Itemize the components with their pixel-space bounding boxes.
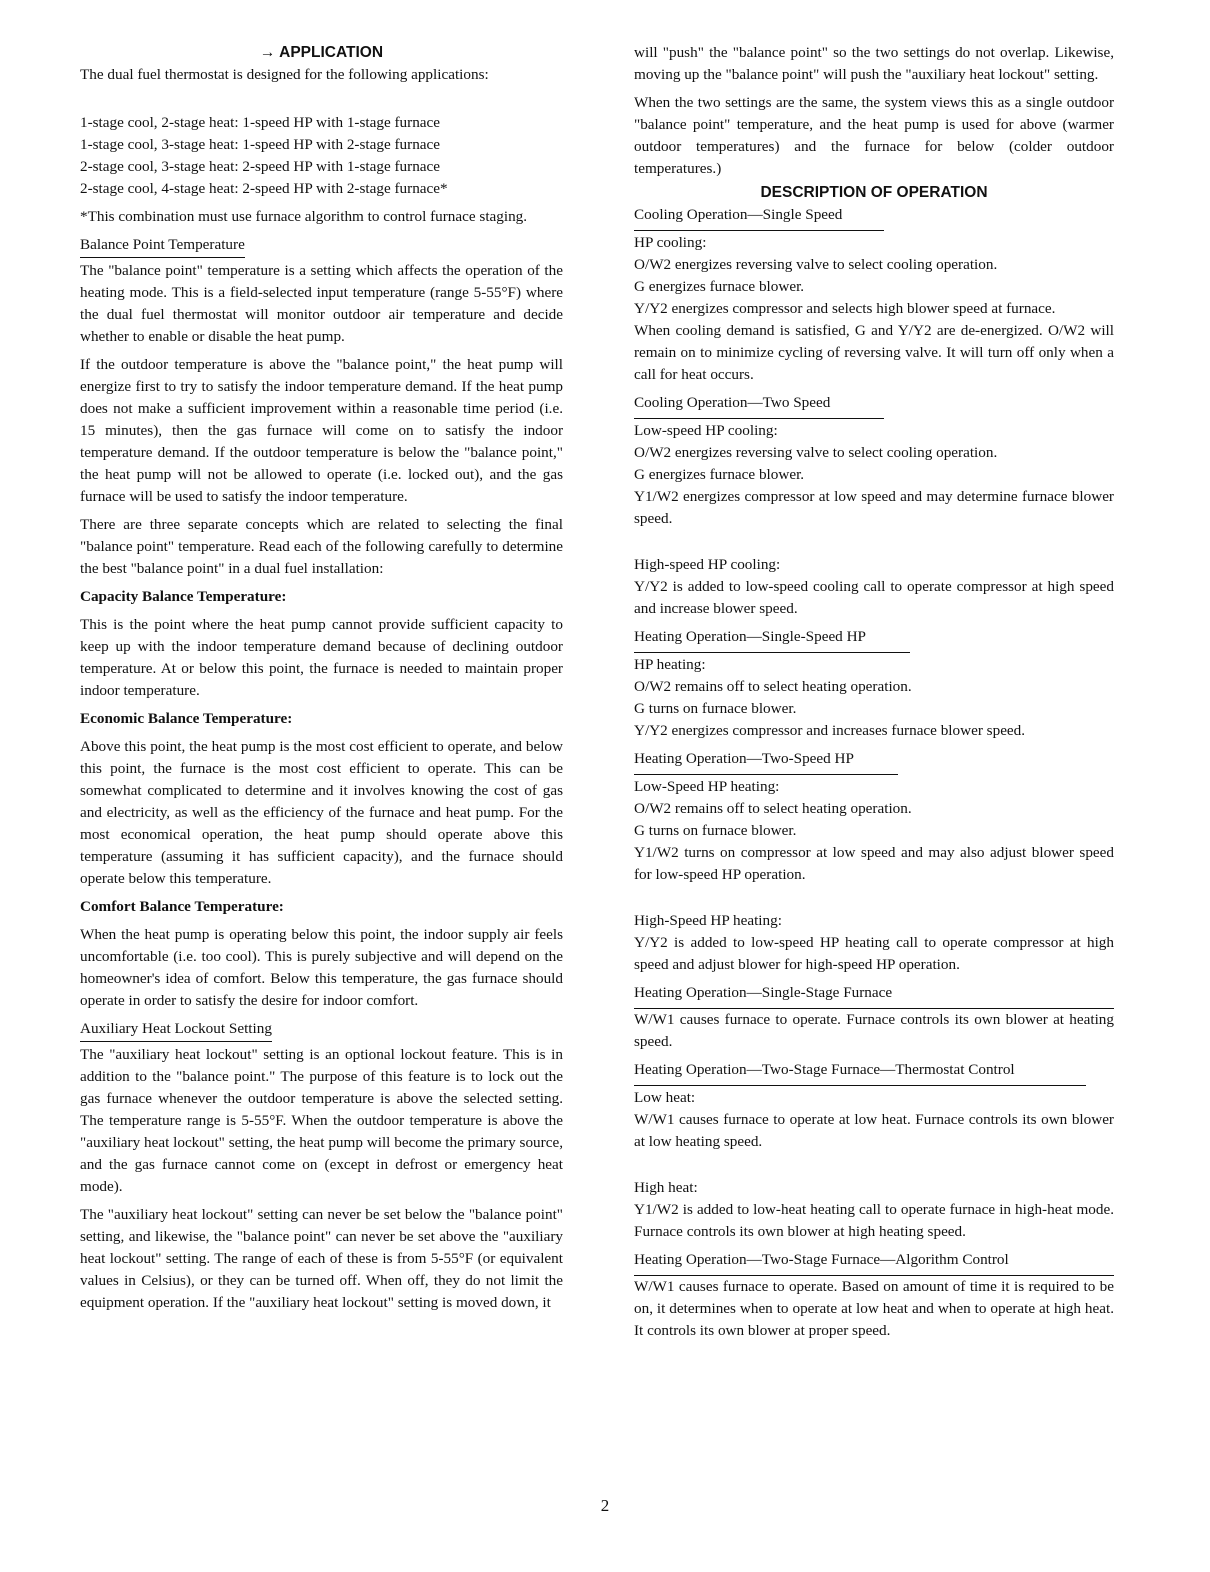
application-item: 1-stage cool, 3-stage heat: 1-speed HP with 2-stage furnace: [80, 136, 441, 153]
hp-cooling-line: O/W2 energizes reversing valve to select cooling operation.: [634, 256, 998, 273]
aux-paragraph-2: The "auxiliary heat lockout" setting can never be set below the "balance point" setting, and likewise, the "balance point" can never be set above the "auxiliary heat lockout" setting. The range of each of these is from 5-55°F (or equivalent values in Celsius), or they can be turned off. When off, they do not limit the equipment operation. If the "auxiliary heat lockout" setting is moved down, it: [80, 1206, 563, 1311]
high-speed-cooling-label: High-speed HP cooling:: [634, 556, 781, 573]
low-heat-text: W/W1 causes furnace to operate at low heat. Furnace controls its own blower at low heating speed.: [634, 1111, 1114, 1150]
application-item: 1-stage cool, 2-stage heat: 1-speed HP with 1-stage furnace: [80, 114, 441, 131]
balance-heading: Balance Point Temperature: [80, 234, 245, 258]
high-heating-text: Y/Y2 is added to low-speed HP heating call to operate compressor at high speed and adjust blower for high-speed HP operation.: [634, 934, 1114, 973]
page-number: 2: [600, 1496, 610, 1515]
right-column: [634, 42, 1114, 1348]
hp-heating-line: Y/Y2 energizes compressor and increases furnace blower speed.: [634, 722, 1026, 739]
application-intro: The dual fuel thermostat is designed for the following applications:: [80, 66, 489, 83]
hp-heating-line: O/W2 remains off to select heating operation.: [634, 678, 912, 695]
heating-single-heading: Heating Operation—Single-Speed HP: [634, 628, 866, 645]
low-speed-heating-label: Low-Speed HP heating:: [634, 774, 898, 798]
continued-paragraph-1: will "push" the "balance point" so the two settings do not overlap. Likewise, moving up the "balance point" will push the "auxiliary heat lockout" setting.: [634, 44, 1114, 83]
high-cooling-text: Y/Y2 is added to low-speed cooling call to operate compressor at high speed and increase blower speed.: [634, 578, 1114, 617]
cooling-single-heading: Cooling Operation—Single Speed: [634, 206, 843, 223]
low-cooling-line: G energizes furnace blower.: [634, 466, 805, 483]
hp-cooling-line: When cooling demand is satisfied, G and Y/Y2 are de-energized. O/W2 will remain on to minimize cycling of reversing valve. It will turn off only when a call for heat occurs.: [634, 322, 1114, 383]
capacity-paragraph: This is the point where the heat pump cannot provide sufficient capacity to keep up with the indoor temperature demand because of declining outdoor temperature. At or below this point, the furnace is needed to maintain proper indoor temperature.: [80, 616, 563, 699]
low-cooling-line: O/W2 energizes reversing valve to select cooling operation.: [634, 444, 998, 461]
comfort-heading: Comfort Balance Temperature:: [80, 898, 284, 915]
low-cooling-line: Y1/W2 energizes compressor at low speed and may determine furnace blower speed.: [634, 488, 1114, 527]
furnace-single-heading: Heating Operation—Single-Stage Furnace: [634, 984, 893, 1001]
aux-paragraph-1: The "auxiliary heat lockout" setting is an optional lockout feature. This is in addition to the "balance point." The purpose of this feature is to lock out the gas furnace whenever the outdoor temperature is above the selected setting. The temperature range is 5-55°F. When the outdoor temperature is above the "auxiliary heat lockout" setting, the heat pump will become the primary source, and the gas furnace cannot come on (except in defrost or emergency heat mode).: [80, 1046, 563, 1195]
balance-paragraph-2: If the outdoor temperature is above the "balance point," the heat pump will energize first to try to satisfy the indoor temperature demand. If the heat pump does not make a sufficient improvement within a reasonable time period (i.e. 15 minutes), then the gas furnace will come on to satisfy the indoor temperature demand. If the outdoor temperature is below the "balance point," the heat pump will not be allowed to operate (i.e. locked out), and the gas furnace will be used to satisfy the indoor temperature.: [80, 356, 563, 505]
furnace-single-text: W/W1 causes furnace to operate. Furnace controls its own blower at heating speed.: [634, 1008, 1114, 1053]
capacity-heading: Capacity Balance Temperature:: [80, 588, 287, 605]
high-heat-label: High heat:: [634, 1179, 698, 1196]
application-item: 2-stage cool, 4-stage heat: 2-speed HP with 2-stage furnace*: [80, 180, 448, 197]
application-title: → APPLICATION: [259, 44, 384, 61]
hp-cooling-line: G energizes furnace blower.: [634, 278, 805, 295]
footnote: *This combination must use furnace algorithm to control furnace staging.: [80, 208, 528, 225]
hp-heating-line: G turns on furnace blower.: [634, 700, 797, 717]
left-column: [80, 42, 563, 1320]
furnace-algorithm-heading: Heating Operation—Two-Stage Furnace—Algorithm Control: [634, 1251, 1009, 1268]
low-heating-line: G turns on furnace blower.: [634, 822, 797, 839]
balance-paragraph-3: There are three separate concepts which are related to selecting the final "balance point" temperature. Read each of the following carefully to determine the best "balance point" in a dual fuel installation:: [80, 516, 563, 577]
economic-paragraph: Above this point, the heat pump is the most cost efficient to operate, and below this point, the furnace is the most cost efficient to operate. This can be somewhat complicated to determine and it involves knowing the cost of gas and electricity, as well as the efficiency of the furnace and heat pump. For the most economical operation, the heat pump should operate above this temperature (assuming it has sufficient capacity), and the furnace should operate below this temperature.: [80, 738, 563, 887]
high-speed-heating-label: High-Speed HP heating:: [634, 912, 782, 929]
economic-heading: Economic Balance Temperature:: [80, 710, 293, 727]
operation-title: DESCRIPTION OF OPERATION: [760, 184, 988, 201]
hp-cooling-line: Y/Y2 energizes compressor and selects high blower speed at furnace.: [634, 300, 1056, 317]
continued-paragraph-2: When the two settings are the same, the system views this as a single outdoor "balance point" temperature, and the heat pump is used for above (warmer outdoor temperatures) and the furnace for below (colder outdoor temperatures.): [634, 94, 1114, 177]
hp-cooling-label: HP cooling:: [634, 230, 884, 254]
aux-heading: Auxiliary Heat Lockout Setting: [80, 1018, 272, 1042]
high-heat-text: Y1/W2 is added to low-heat heating call to operate furnace in high-heat mode. Furnace controls its own blower at high heating speed.: [634, 1201, 1114, 1240]
heating-two-heading: Heating Operation—Two-Speed HP: [634, 750, 854, 767]
furnace-algorithm-text: W/W1 causes furnace to operate. Based on amount of time it is required to be on, it determines when to operate at low heat and when to operate at high heat. It controls its own blower at proper speed.: [634, 1275, 1114, 1342]
comfort-paragraph: When the heat pump is operating below this point, the indoor supply air feels uncomfortable (i.e. too cool). This is purely subjective and will depend on the homeowner's idea of comfort. Below this temperature, the gas furnace should operate in order to satisfy the desire for indoor comfort.: [80, 926, 563, 1009]
low-heat-label: Low heat:: [634, 1085, 1086, 1109]
low-speed-cooling-label: Low-speed HP cooling:: [634, 418, 884, 442]
furnace-thermostat-heading: Heating Operation—Two-Stage Furnace—Thermostat Control: [634, 1061, 1015, 1078]
low-heating-line: O/W2 remains off to select heating operation.: [634, 800, 912, 817]
cooling-two-heading: Cooling Operation—Two Speed: [634, 394, 831, 411]
low-heating-line: Y1/W2 turns on compressor at low speed and may also adjust blower speed for low-speed HP operation.: [634, 844, 1114, 883]
hp-heating-label: HP heating:: [634, 652, 910, 676]
balance-paragraph-1: The "balance point" temperature is a setting which affects the operation of the heating mode. This is a field-selected input temperature (range 5-55°F) where the dual fuel thermostat will monitor outdoor air temperature and decide whether to enable or disable the heat pump.: [80, 262, 563, 345]
application-item: 2-stage cool, 3-stage heat: 2-speed HP with 1-stage furnace: [80, 158, 441, 175]
